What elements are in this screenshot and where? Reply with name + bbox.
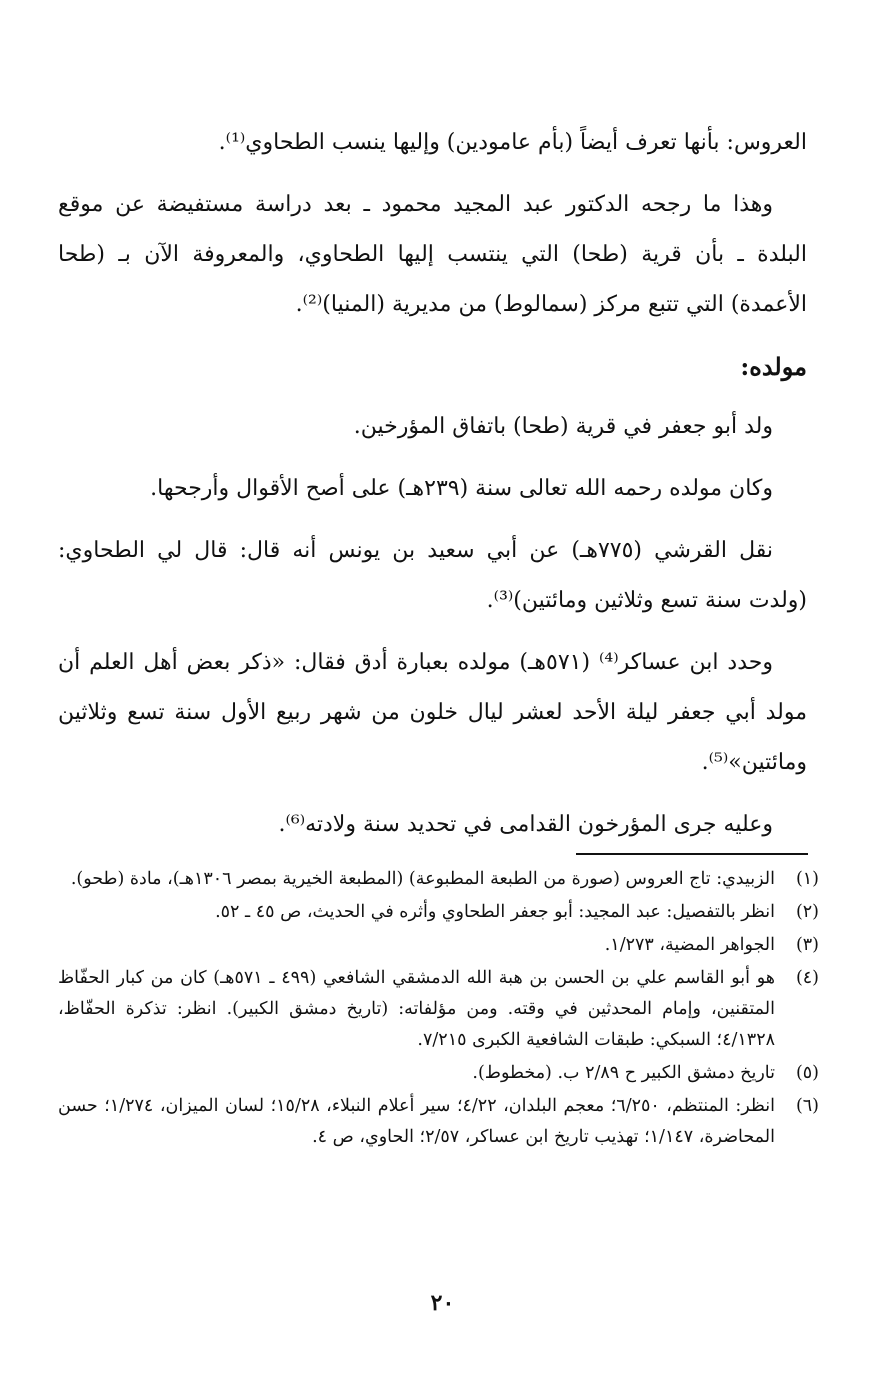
footnote-number: (١) — [795, 869, 819, 889]
footnote-number: (٤) — [795, 968, 819, 988]
footnote-separator — [576, 853, 808, 855]
footnote-number: (٣) — [795, 935, 819, 955]
footnote — [58, 897, 819, 928]
paragraph: وكان مولده رحمه الله تعالى سنة (٢٣٩هـ) على أصح الأقوال وأرجحها. — [150, 476, 773, 501]
footnote-text: انظر بالتفصيل: عبد المجيد: أبو جعفر الطحاوي وأثره في الحديث، ص ٤٥ ـ ٥٢. — [215, 902, 775, 922]
paragraph: العروس: بأنها تعرف أيضاً (بأم عامودين) وإليها ينسب الطحاوي⁽¹⁾. — [218, 130, 807, 155]
footnote-text: الجواهر المضية، ١/٢٧٣. — [604, 935, 775, 955]
paragraph: وعليه جرى المؤرخون القدامى في تحديد سنة ولادته⁽⁶⁾. — [278, 812, 773, 837]
footnote — [58, 1058, 819, 1089]
page-number: ٢٠ — [430, 1290, 455, 1316]
paragraph: وحدد ابن عساكر⁽⁴⁾ (٥٧١هـ) مولده بعبارة أدق فقال: «ذكر بعض أهل العلم أن مولد أبي جعفر ليلة الأحد لعشر ليال خلون من شهر ربيع الأول سنة تسع وثلاثين ومائتين»⁽⁵⁾. — [58, 650, 807, 775]
paragraph: ولد أبو جعفر في قرية (طحا) باتفاق المؤرخين. — [353, 414, 773, 439]
footnotes — [58, 864, 819, 1155]
footnote-number: (٥) — [795, 1063, 819, 1083]
paragraph: وهذا ما رجحه الدكتور عبد المجيد محمود ـ بعد دراسة مستفيضة عن موقع البلدة ـ بأن قرية (طحا) التي ينتسب إليها الطحاوي، والمعروفة الآن بـ (طحا الأعمدة) التي تتبع مركز (سمالوط) من مديرية (المنيا)⁽²⁾. — [58, 192, 807, 317]
footnote-text: انظر: المنتظم، ٦/٢٥٠؛ معجم البلدان، ٤/٢٢؛ سير أعلام النبلاء، ١٥/٢٨؛ لسان الميزان، ١/٢٧٤؛ حسن المحاضرة، ١/١٤٧؛ تهذيب تاريخ ابن عساكر، ٢/٥٧؛ الحاوي، ص ٤. — [58, 1096, 775, 1147]
footnote-number: (٦) — [795, 1096, 819, 1116]
footnote-text: الزبيدي: تاج العروس (صورة من الطبعة المطبوعة) (المطبعة الخيرية بمصر ١٣٠٦هـ)، مادة (طحو). — [70, 869, 775, 889]
main-text — [58, 118, 807, 862]
section-heading: مولده: — [740, 352, 807, 381]
footnote-text: هو أبو القاسم علي بن الحسن بن هبة الله الدمشقي الشافعي (٤٩٩ ـ ٥٧١هـ) كان من كبار الحفّاظ المتقنين، وإمام المحدثين في وقته. ومن مؤلفاته: (تاريخ دمشق الكبير). انظر: تذكرة الحفّاظ، ٤/١٣٢٨؛ السبكي: طبقات الشافعية الكبرى ٧/٢١٥. — [58, 968, 775, 1050]
footnote — [58, 963, 819, 1056]
footnote — [58, 1091, 819, 1153]
footnote — [58, 864, 819, 895]
footnote-number: (٢) — [795, 902, 819, 922]
paragraph: نقل القرشي (٧٧٥هـ) عن أبي سعيد بن يونس أنه قال: قال لي الطحاوي: (ولدت سنة تسع وثلاثين ومائتين)⁽³⁾. — [58, 538, 807, 613]
footnote-text: تاريخ دمشق الكبير ح ٢/٨٩ ب. (مخطوط). — [472, 1063, 775, 1083]
footnote — [58, 930, 819, 961]
